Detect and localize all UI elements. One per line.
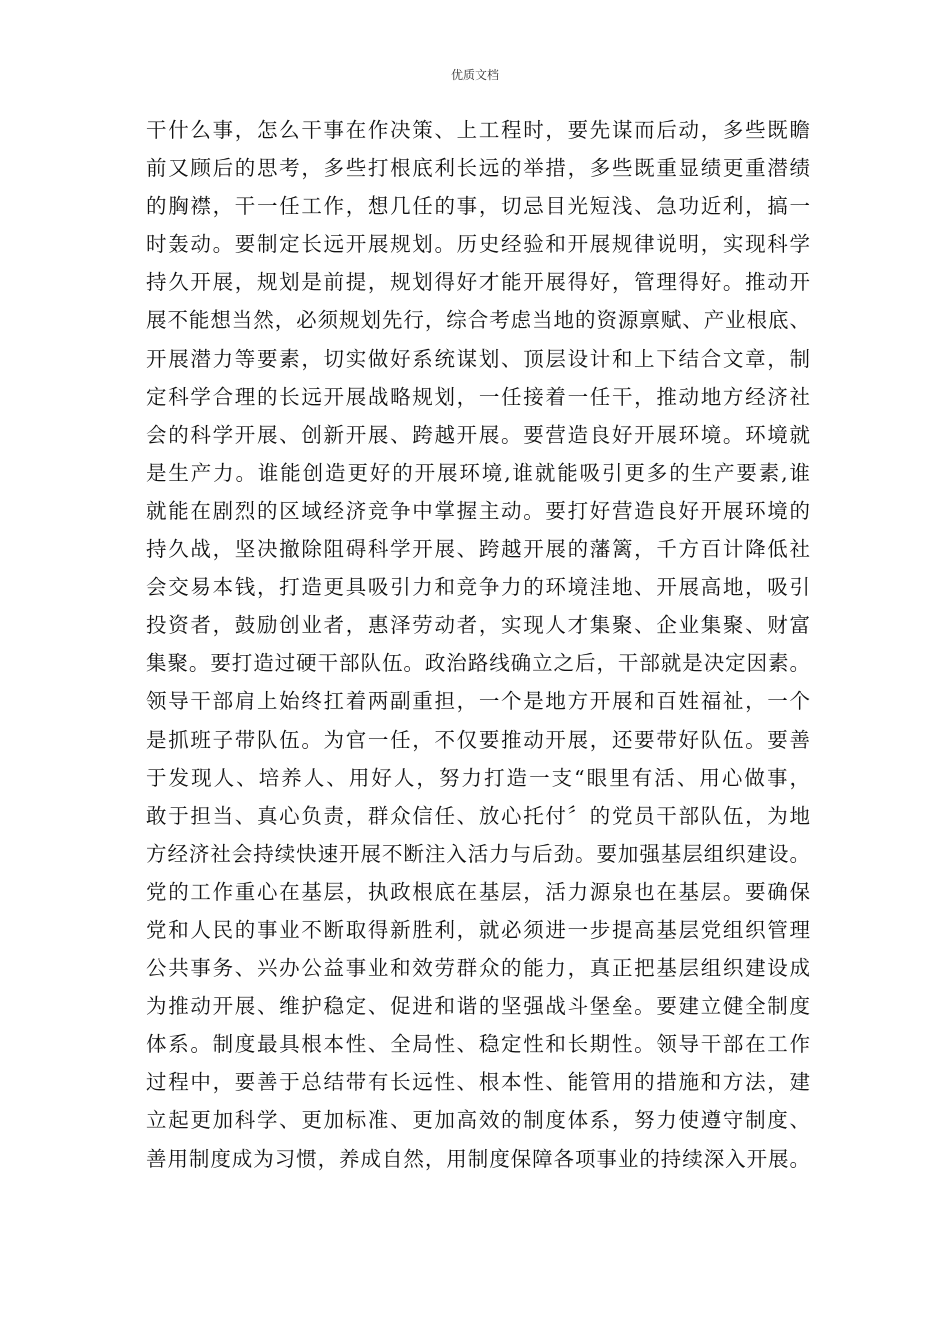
text-line: 公共事务、兴办公益事业和效劳群众的能力，真正把基层组织建设成	[146, 956, 810, 981]
text-line: 展不能想当然，必须规划先行，综合考虑当地的资源禀赋、产业根底、	[146, 308, 810, 333]
text-line: 立起更加科学、更加标准、更加高效的制度体系，努力使遵守制度、	[146, 1108, 810, 1133]
text-line: 开展潜力等要素，切实做好系统谋划、顶层设计和上下结合文章，制	[146, 346, 810, 371]
text-line: 持久战，坚决撤除阻碍科学开展、跨越开展的藩篱，千方百计降低社	[146, 537, 810, 562]
text-line: 会交易本钱，打造更具吸引力和竞争力的环境洼地、开展高地，吸引	[146, 575, 810, 600]
text-line: 集聚。要打造过硬干部队伍。政治路线确立之后，干部就是决定因素。	[146, 651, 810, 676]
text-line: 党的工作重心在基层，执政根底在基层，活力源泉也在基层。要确保	[146, 879, 810, 904]
body-paragraph	[146, 111, 810, 1178]
text-line: 是生产力。谁能创造更好的开展环境,谁就能吸引更多的生产要素,谁	[146, 460, 810, 485]
page-header: 优质文档	[450, 68, 499, 82]
text-line: 党和人民的事业不断取得新胜利，就必须进一步提高基层党组织管理	[146, 917, 810, 942]
text-line: 会的科学开展、创新开展、跨越开展。要营造良好开展环境。环境就	[146, 422, 810, 447]
text-line: 体系。制度最具根本性、全局性、稳定性和长期性。领导干部在工作	[146, 1032, 810, 1057]
text-line: 善用制度成为习惯，养成自然，用制度保障各项事业的持续深入开展。	[146, 1146, 810, 1171]
text-line: 时轰动。要制定长远开展规划。历史经验和开展规律说明，实现科学	[146, 232, 810, 257]
text-line: 就能在剧烈的区域经济竞争中掌握主动。要打好营造良好开展环境的	[146, 498, 810, 523]
text-line: 投资者，鼓励创业者，惠泽劳动者，实现人才集聚、企业集聚、财富	[146, 613, 810, 638]
text-line: 的胸襟，干一任工作，想几任的事，切忌目光短浅、急功近利，搞一	[146, 194, 810, 219]
text-line: 过程中，要善于总结带有长远性、根本性、能管用的措施和方法，建	[146, 1070, 810, 1095]
text-line: 前又顾后的思考，多些打根底利长远的举措，多些既重显绩更重潜绩	[146, 156, 810, 181]
text-line: 敢于担当、真心负责，群众信任、放心托付〞的党员干部队伍，为地	[146, 803, 810, 828]
text-line: 方经济社会持续快速开展不断注入活力与后劲。要加强基层组织建设。	[146, 841, 810, 866]
text-line: 领导干部肩上始终扛着两副重担，一个是地方开展和百姓福祉，一个	[146, 689, 810, 714]
text-line: 定科学合理的长远开展战略规划，一任接着一任干，推动地方经济社	[146, 384, 810, 409]
text-line: 于发现人、培养人、用好人，努力打造一支“眼里有活、用心做事，	[146, 765, 810, 790]
text-line: 干什么事，怎么干事在作决策、上工程时，要先谋而后动，多些既瞻	[146, 118, 810, 142]
text-line: 为推动开展、维护稳定、促进和谐的坚强战斗堡垒。要建立健全制度	[146, 994, 810, 1019]
text-line: 是抓班子带队伍。为官一任，不仅要推动开展，还要带好队伍。要善	[146, 727, 810, 752]
text-line: 持久开展，规划是前提，规划得好才能开展得好，管理得好。推动开	[146, 270, 810, 295]
